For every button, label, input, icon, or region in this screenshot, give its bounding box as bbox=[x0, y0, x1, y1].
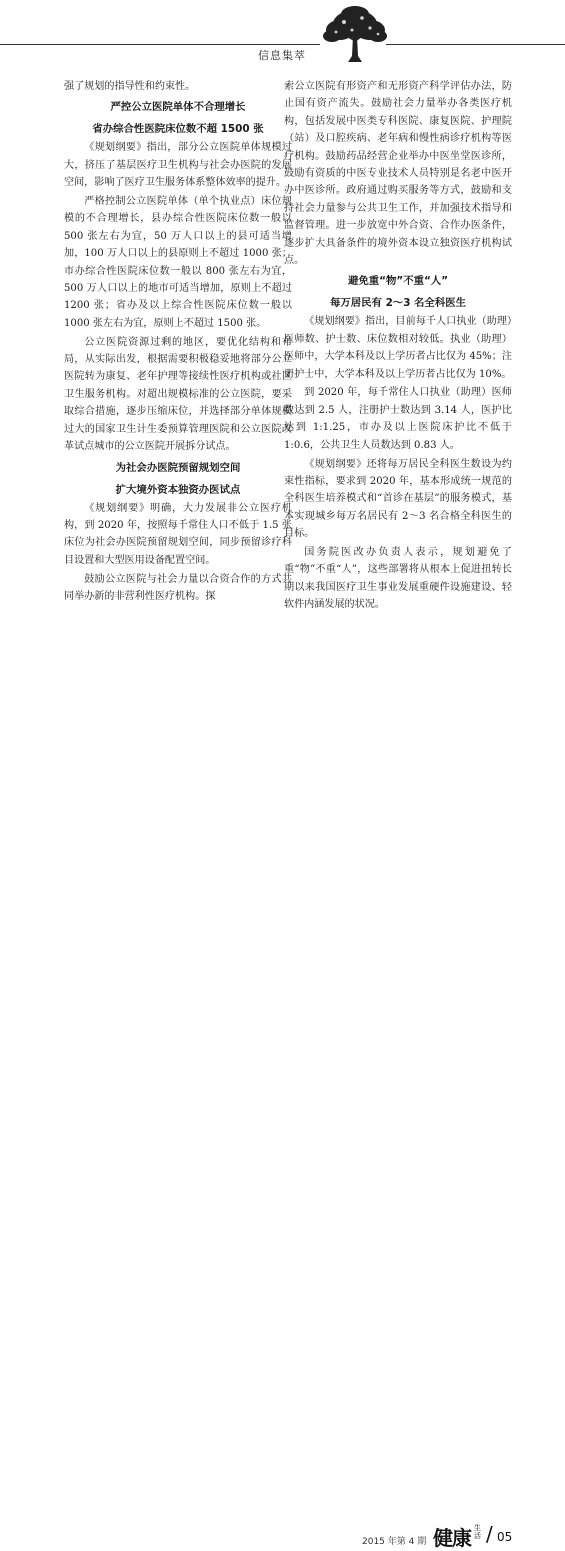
paragraph: 《规划纲要》指出，目前每千人口执业（助理）医师数、护士数、床位数相对较低。执业（助理）医师中，大学本科及以上学历者占比仅为 45%；注册护士中，大学本科及以上学历者占比仅为 10%。 bbox=[284, 316, 512, 380]
paragraph: 公立医院资源过剩的地区，要优化结构和布局，从实际出发，根据需要积极稳妥地将部分公立医院转为康复、老年护理等接续性医疗机构或社区卫生服务机构。对超出规模标准的公立医院，要采取综合措施，逐步压缩床位，并选择部分单体规模过大的国家卫生计生委预算管理医院和公立医院改革试点城市的公立医院开展拆分试点。 bbox=[64, 336, 292, 453]
footer-slash: / bbox=[486, 1522, 493, 1546]
page-header bbox=[0, 0, 565, 70]
paragraph: 《规划纲要》明确，大力发展非公立医疗机构，到 2020 年，按照每千常住人口不低于 1.5 张床位为社会办医院预留规划空间，同步预留诊疗科目设置和大型医用设备配置空间。 bbox=[64, 502, 292, 566]
paragraph: 《规划纲要》指出，部分公立医院单体规模过大，挤压了基层医疗卫生机构与社会办医院的发展空间，影响了医疗卫生服务体系整体效率的提升。 bbox=[64, 142, 292, 189]
issue-label: 2015 年第 4 期 bbox=[362, 1537, 427, 1547]
tree-icon bbox=[322, 6, 388, 64]
subheading: 为社会办医院预留规划空间 bbox=[115, 461, 241, 474]
subheading: 每万居民有 2～3 名全科医生 bbox=[330, 297, 466, 310]
left-column bbox=[64, 78, 292, 607]
header-rule-left bbox=[0, 44, 320, 45]
paragraph: 强了规划的指导性和约束性。 bbox=[64, 81, 196, 92]
paragraph: 严格控制公立医院单体（单个执业点）床位规模的不合理增长，县办综合性医院床位数一般以 500 张左右为宜，50 万人口以上的县可适当增加，100 万人口以上的县原则上不超过 1000 张；市办综合性医院床位数一般以 800 张左右为宜，500 万人口以上的地市可适当增加，原则上不超过 1200 张；省办及以上综合性医院床位数一般以 1000 张左右为宜，原则上不超过 1500 张。 bbox=[64, 196, 292, 329]
header-rule-right bbox=[386, 44, 565, 45]
magazine-brand-sub: 生活 bbox=[474, 1524, 481, 1540]
paragraph: 索公立医院有形资产和无形资产科学评估办法，防止国有资产流失。鼓励社会力量举办各类医疗机构，包括发展中医类专科医院、康复医院、护理院（站）及口腔疾病、老年病和慢性病诊疗机构等医疗机构。鼓励药品经营企业举办中医坐堂医诊所，鼓励有资质的中医专业技术人员特别是名老中医开办中医诊所。政府通过购买服务等方式，鼓励和支持社会力量参与公共卫生工作，并加强技术指导和监督管理。进一步放宽中外合资、合作办医条件，逐步扩大具备条件的境外资本设立独资医疗机构试点。 bbox=[284, 81, 512, 267]
section-title: 信息集萃 bbox=[258, 49, 306, 62]
paragraph: 到 2020 年，每千常住人口执业（助理）医师数达到 2.5 人，注册护士数达到 3.14 人，医护比达到 1:1.25，市办及以上医院床护比不低于 1:0.6，公共卫生人员数达到 0.83 人。 bbox=[284, 387, 512, 451]
subheading: 扩大境外资本独资办医试点 bbox=[115, 483, 241, 496]
right-column bbox=[284, 78, 512, 615]
subheading: 避免重“物”不重“人” bbox=[347, 275, 449, 288]
paragraph: 鼓励公立医院与社会力量以合资合作的方式共同举办新的非营利性医疗机构。探 bbox=[64, 573, 292, 602]
paragraph: 《规划纲要》还将每万居民全科医生数设为约束性指标，要求到 2020 年，基本形成统一规范的全科医生培养模式和“首诊在基层”的服务模式，基本实现城乡每万名居民有 2～3 名合格全科医生的目标。 bbox=[284, 458, 512, 540]
paragraph: 国务院医改办负责人表示，规划避免了重“物”不重“人”，这些部署将从根本上促进扭转长期以来我国医疗卫生事业发展重硬件设施建设、轻软件内涵发展的状况。 bbox=[284, 546, 512, 611]
page-number: 05 bbox=[497, 1530, 513, 1544]
subheading: 省办综合性医院床位数不超 1500 张 bbox=[92, 123, 264, 136]
page-footer bbox=[0, 764, 565, 1550]
magazine-brand: 健康 bbox=[433, 1526, 471, 1550]
subheading: 严控公立医院单体不合理增长 bbox=[110, 101, 246, 114]
